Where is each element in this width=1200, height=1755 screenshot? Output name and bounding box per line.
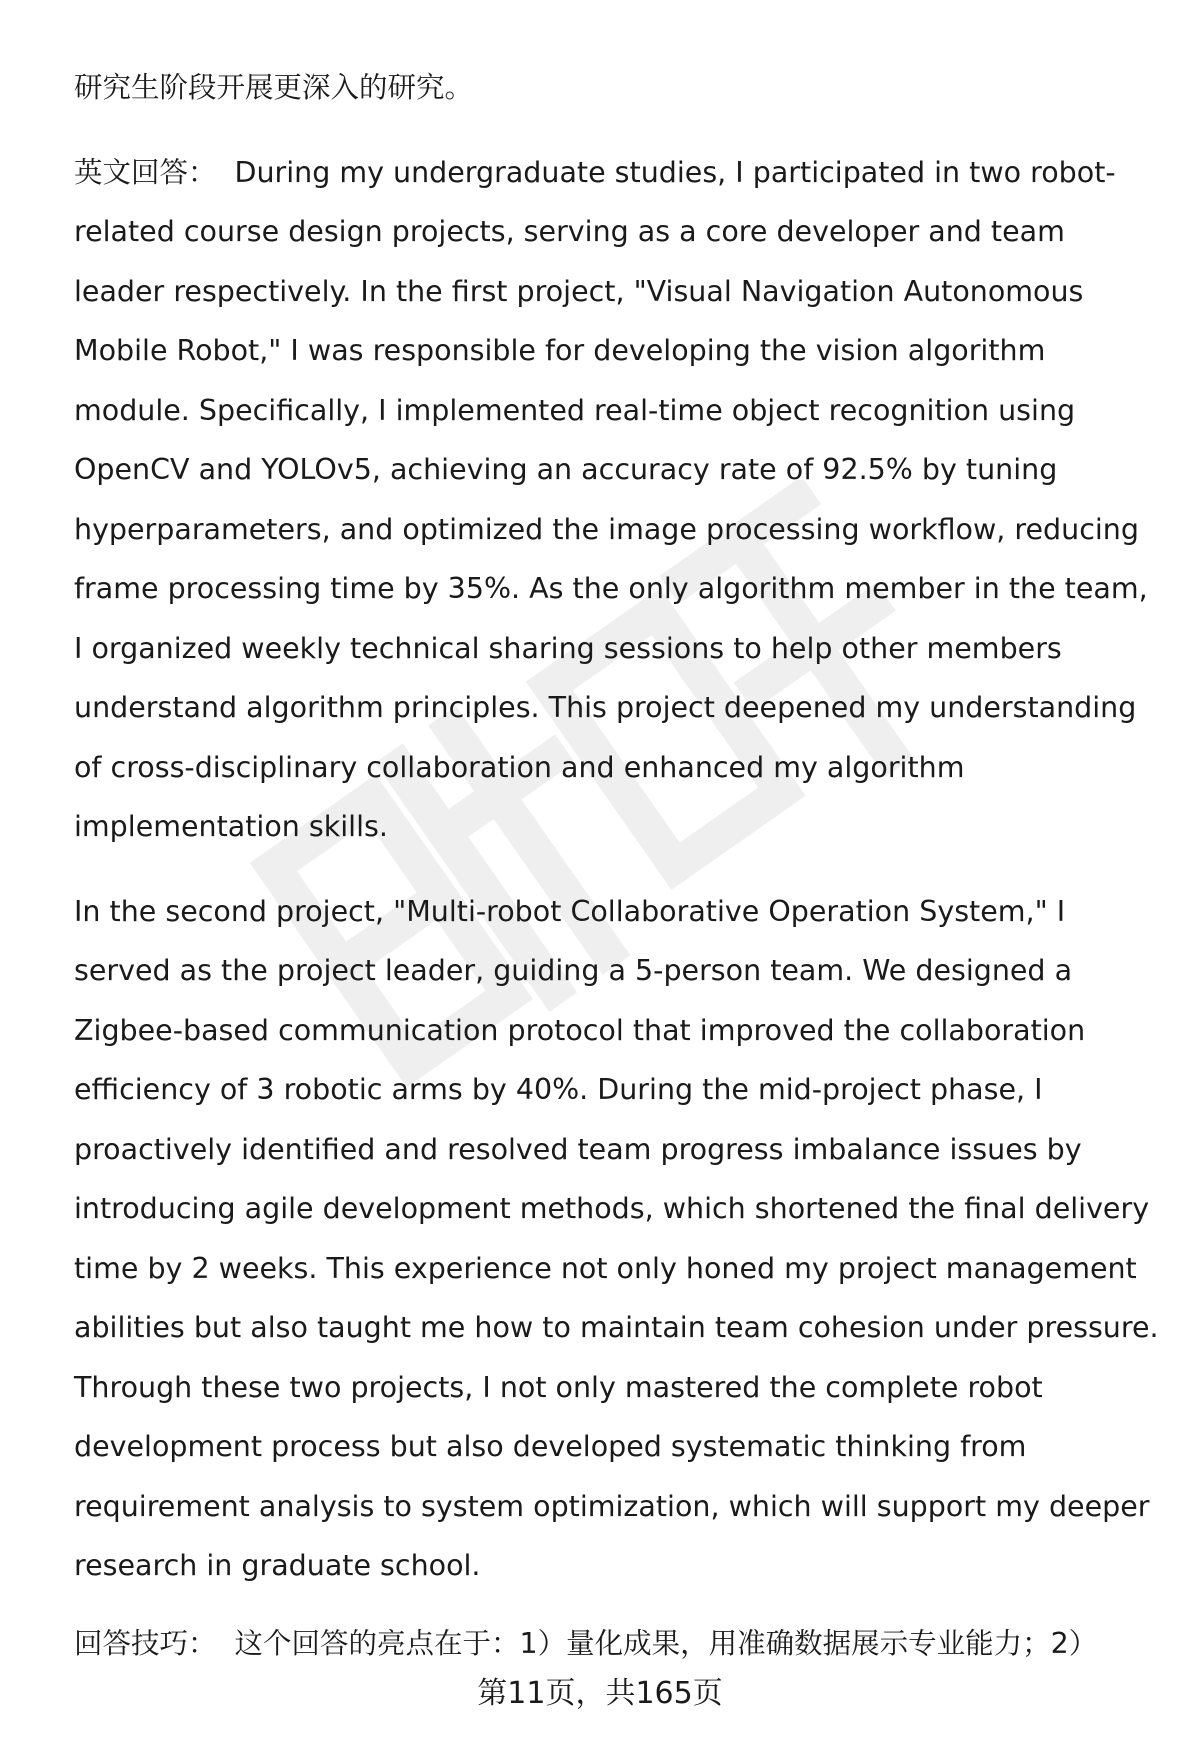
- english-answer-paragraph-2: In the second project, "Multi-robot Collaborative Operation System," I served as the project leader, guiding a 5-person team. We designed a Zigbee-based communication protocol that improved the collaboration efficiency of 3 robotic arms by 40%. During the mid-project phase, I proactively identified and resolved team progress imbalance issues by introducing agile development methods, which shortened the final delivery time by 2 weeks. This experience not only honed my project management abilities but also taught me how to maintain team cohesion under pressure. Through these two projects, I not only mastered the complete robot development process but also developed systematic thinking from requirement analysis to system optimization, which will support my deeper research in graduate school.: [74, 894, 1159, 1582]
- answer-tips-label: 回答技巧：: [74, 1626, 217, 1660]
- english-answer-label: 英文回答：: [74, 155, 217, 189]
- lead-text: 研究生阶段开展更深入的研究。: [74, 71, 474, 104]
- answer-tips-paragraph: [74, 1614, 1164, 1674]
- page-indicator: 第11页，共165页: [477, 1676, 723, 1711]
- answer-tips-text: 这个回答的亮点在于：1）量化成果，用准确数据展示专业能力；2）: [234, 1626, 1098, 1660]
- english-answer-text-1: During my undergraduate studies, I participated in two robot-related course design projects, serving as a core developer and team leader respectively. In the first project, "Visual Navigation Autonomous Mobile Robot," I was responsible for developing the vision algorithm module. Specifically, I implemented real-time object recognition using OpenCV and YOLOv5, achieving an accuracy rate of 92.5% by tuning hyperparameters, and optimized the image processing workflow, reducing frame processing time by 35%. As the only algorithm member in the team, I organized weekly technical sharing sessions to help other members understand algorithm principles. This project deepened my understanding of cross-disciplinary collaboration and enhanced my algorithm implementation skills.: [74, 155, 1148, 843]
- english-answer-paragraph-1: [74, 143, 1164, 857]
- document-body: [74, 58, 1164, 1673]
